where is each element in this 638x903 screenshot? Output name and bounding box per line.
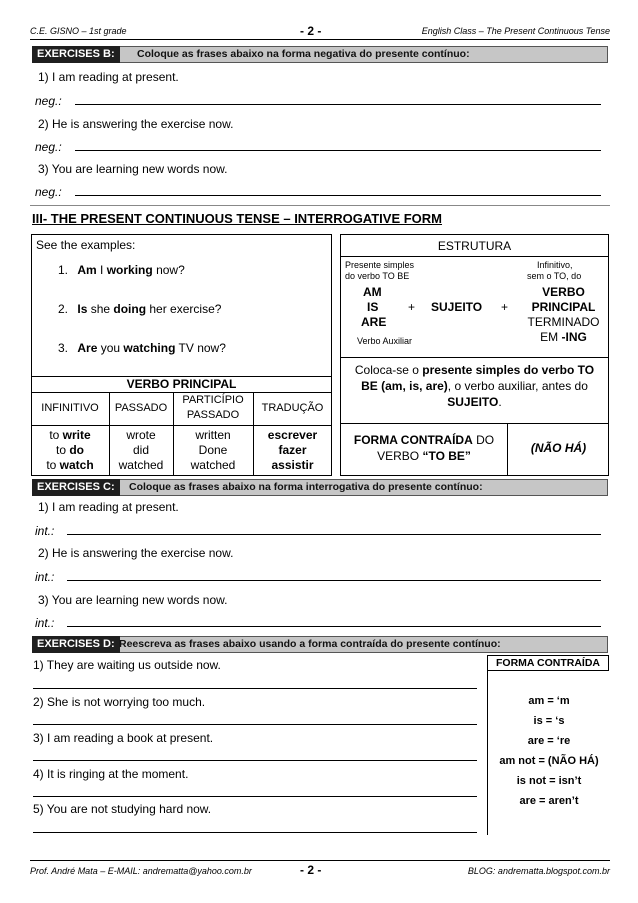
table-col-rule — [173, 393, 174, 475]
exercise-d-item-5: 5) You are not studying hard now. — [33, 802, 212, 816]
row-translation: escrever — [267, 428, 318, 442]
aux-is: IS — [367, 300, 379, 314]
example-number: 1. — [58, 263, 69, 277]
exercises-c-bar — [32, 479, 608, 496]
structure-title: ESTRUTURA — [437, 239, 512, 253]
answer-line[interactable] — [33, 724, 477, 725]
example-rest: her exercise? — [146, 302, 222, 316]
exercises-c-label: EXERCISES C: — [32, 479, 120, 496]
structure-explanation: Coloca-se o presente simples do verbo TO BE (am, is, are), o verbo auxiliar, antes do SUJEITO. — [354, 363, 595, 409]
table-col-rule — [253, 393, 254, 475]
footer-contact: Prof. André Mata – E-MAIL: andrematta@yahoo.com.br — [30, 866, 252, 876]
exercise-b-neg-2: neg.: — [35, 140, 62, 154]
note-sem-to: sem o TO, do — [527, 271, 582, 281]
aux-are: ARE — [361, 315, 387, 329]
exercise-d-item-3: 3) I am reading a book at present. — [33, 731, 214, 745]
aux-am: AM — [363, 285, 382, 299]
exercise-d-item-2: 2) She is not worrying too much. — [33, 695, 206, 709]
header-page-number: - 2 - — [300, 24, 322, 38]
example-number: 2. — [58, 302, 69, 316]
col-passado: PASSADO — [114, 402, 168, 414]
answer-line[interactable] — [33, 688, 477, 689]
exercises-d-bar — [32, 636, 608, 653]
exercise-c-item-2: 2) He is answering the exercise now. — [38, 546, 234, 560]
row-participle: written — [195, 428, 231, 442]
nao-ha: (NÃO HÁ) — [530, 441, 587, 455]
contraction-is-not: is not = isn’t — [516, 775, 582, 787]
col-traducao: TRADUÇÃO — [261, 402, 324, 414]
exercise-b-neg-3: neg.: — [35, 185, 62, 199]
note-presente-simples: Presente simples — [345, 260, 415, 270]
plus-sign: + — [408, 300, 416, 314]
divider — [341, 256, 608, 257]
exercise-d-item-4: 4) It is ringing at the moment. — [33, 767, 189, 781]
contraction-are-not: are = aren’t — [519, 795, 579, 807]
contracted-forms-box — [487, 655, 609, 835]
col-infinitivo: INFINITIVO — [41, 402, 99, 414]
example-rest: now? — [152, 263, 185, 277]
page-header — [30, 24, 610, 40]
example-number: 3. — [58, 341, 69, 355]
footer-page-number: - 2 - — [300, 863, 322, 877]
exercises-d-label: EXERCISES D: — [32, 636, 120, 653]
row-past: did — [132, 443, 149, 457]
em-ing: EM -ING — [540, 330, 587, 344]
answer-line[interactable] — [67, 626, 601, 627]
example-subject: I — [96, 263, 107, 277]
contraction-are: are = ‘re — [527, 735, 571, 747]
example-aux: Am — [77, 263, 97, 277]
answer-line[interactable] — [67, 534, 601, 535]
answer-line[interactable] — [33, 760, 477, 761]
exercises-b-instruction: Coloque as frases abaixo na forma negativa do presente contínuo: — [137, 48, 470, 60]
section-title: III- THE PRESENT CONTINUOUS TENSE – INTERROGATIVE FORM — [32, 211, 443, 226]
examples-box — [31, 234, 332, 476]
row-translation: assistir — [271, 458, 314, 472]
table-rule — [32, 425, 331, 426]
table-col-rule — [109, 393, 110, 475]
footer-blog: BLOG: andrematta.blogspot.com.br — [467, 866, 610, 876]
example-subject: she — [87, 302, 114, 316]
col-participio: PARTICÍPIO PASSADO — [182, 394, 244, 421]
structure-box — [340, 234, 609, 476]
exercise-b-item-1: 1) I am reading at present. — [38, 70, 179, 84]
exercise-c-int-1: int.: — [35, 524, 55, 538]
plus-sign: + — [501, 300, 509, 314]
row-infinitive: to watch — [46, 458, 94, 472]
example-verb: doing — [113, 302, 147, 316]
principal: PRINCIPAL — [531, 300, 596, 314]
exercises-d-instruction: Reescreva as frases abaixo usando a forma contraída do presente contínuo: — [119, 638, 501, 650]
exercises-b-label: EXERCISES B: — [32, 46, 120, 63]
contraction-is: is = ‘s — [533, 715, 565, 727]
exercise-c-int-3: int.: — [35, 616, 55, 630]
example-rest: TV now? — [175, 341, 226, 355]
row-past: wrote — [126, 428, 156, 442]
footer-rule — [30, 860, 610, 861]
row-participle: Done — [198, 443, 228, 457]
exercise-c-item-1: 1) I am reading at present. — [38, 500, 179, 514]
contracted-forms-title: FORMA CONTRAÍDA — [488, 655, 609, 671]
row-infinitive: to do — [55, 443, 84, 457]
note-infinitivo: Infinitivo, — [537, 260, 573, 270]
examples-intro: See the examples: — [36, 238, 136, 252]
answer-line[interactable] — [75, 150, 601, 151]
answer-line[interactable] — [67, 580, 601, 581]
example-3 — [58, 341, 226, 355]
sujeito: SUJEITO — [431, 300, 483, 314]
answer-line[interactable] — [33, 796, 477, 797]
terminado: TERMINADO — [527, 315, 600, 329]
exercise-d-item-1: 1) They are waiting us outside now. — [33, 658, 221, 672]
example-verb: watching — [123, 341, 176, 355]
exercise-b-item-3: 3) You are learning new words now. — [38, 162, 228, 176]
contraction-am-not: am not = (NÃO HÁ) — [499, 755, 599, 767]
row-participle: watched — [190, 458, 236, 472]
divider — [507, 423, 508, 475]
exercise-c-item-3: 3) You are learning new words now. — [38, 593, 228, 607]
divider — [341, 423, 608, 424]
example-aux: Are — [77, 341, 98, 355]
verbo-auxiliar-label: Verbo Auxiliar — [357, 336, 413, 346]
contraction-am: am = ‘m — [528, 695, 570, 707]
verbo: VERBO — [542, 285, 585, 299]
exercise-c-int-2: int.: — [35, 570, 55, 584]
example-1 — [58, 263, 185, 277]
example-verb: working — [106, 263, 153, 277]
header-course: English Class – The Present Continuous Tense — [421, 26, 610, 36]
contracted-form-label: FORMA CONTRAÍDA DO VERBO “TO BE” — [353, 433, 495, 463]
exercise-b-neg-1: neg.: — [35, 94, 62, 108]
note-to-be: do verbo TO BE — [345, 271, 410, 281]
exercises-b-bar — [32, 46, 608, 63]
example-subject: you — [97, 341, 124, 355]
divider — [341, 357, 608, 358]
row-past: watched — [118, 458, 164, 472]
exercises-c-instruction: Coloque as frases abaixo na forma interrogativa do presente contínuo: — [129, 481, 483, 493]
answer-line[interactable] — [75, 104, 601, 105]
example-aux: Is — [77, 302, 88, 316]
row-infinitive: to write — [49, 428, 91, 442]
answer-line[interactable] — [33, 832, 477, 833]
example-2 — [58, 302, 221, 316]
answer-line[interactable] — [75, 195, 601, 196]
divider — [30, 205, 610, 206]
exercise-b-item-2: 2) He is answering the exercise now. — [38, 117, 234, 131]
row-translation: fazer — [278, 443, 307, 457]
verb-table-title: VERBO PRINCIPAL — [126, 377, 237, 391]
header-school: C.E. GISNO – 1st grade — [30, 26, 127, 36]
